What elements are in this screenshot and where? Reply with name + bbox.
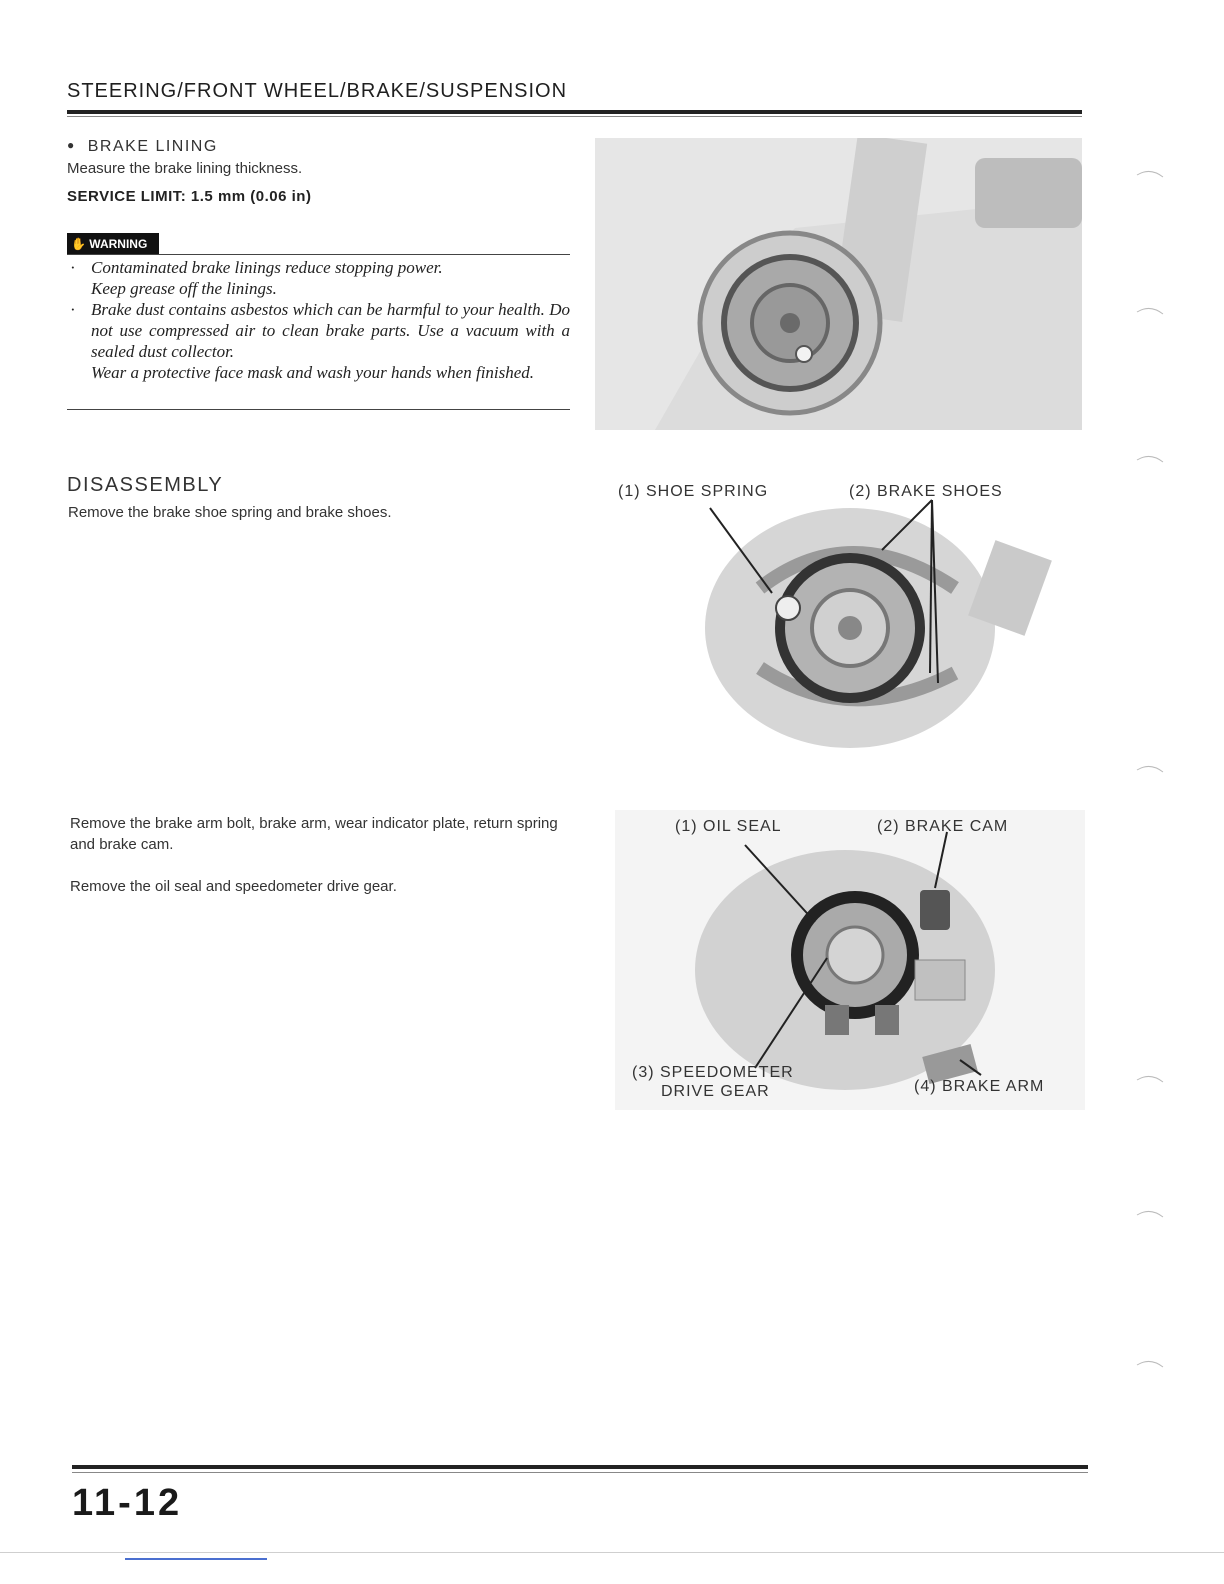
page-number: 11-12 — [72, 1482, 183, 1524]
warning-top-rule — [67, 254, 570, 255]
brake-lining-heading-text: BRAKE LINING — [87, 138, 218, 155]
service-limit — [67, 188, 311, 205]
brake-panel-illustration — [595, 138, 1082, 430]
edge-mark — [1135, 1355, 1165, 1369]
warning-line: Contaminated brake linings reduce stopping power. — [91, 258, 443, 277]
photo-brake-shoes — [610, 478, 1080, 778]
callout-brake-shoes: (2) BRAKE SHOES — [849, 483, 1003, 500]
warning-line: Wear a protective face mask and wash your hands when finished. — [91, 363, 535, 382]
page-header-title: STEERING/FRONT WHEEL/BRAKE/SUSPENSION — [67, 80, 568, 102]
edge-mark — [1135, 760, 1165, 774]
brake-lining-heading — [67, 138, 218, 156]
disassembly-title: DISASSEMBLY — [67, 474, 224, 496]
bullet-icon: ● — [67, 138, 76, 152]
header-rule — [67, 110, 1082, 114]
warning-line: Keep grease off the linings. — [91, 279, 277, 298]
disassembly-step-brake-arm: Remove the brake arm bolt, brake arm, wear indicator plate, return spring and brake cam. — [70, 815, 558, 853]
edge-mark — [1135, 1070, 1165, 1084]
warning-item — [67, 299, 570, 383]
callout-brake-cam: (2) BRAKE CAM — [877, 818, 1009, 835]
photo-brake-panel — [615, 810, 1085, 1110]
service-limit-value: 1.5 mm (0.06 in) — [190, 188, 312, 205]
edge-mark — [1135, 302, 1165, 316]
warning-bottom-rule — [67, 409, 570, 410]
warning-hand-icon: ✋ — [71, 237, 86, 251]
warning-bullet: · — [70, 258, 76, 277]
footer-rule-thin — [72, 1472, 1088, 1473]
brake-shoes-illustration — [610, 478, 1080, 778]
edge-mark — [1135, 450, 1165, 464]
photo-brake-lining-measure — [595, 138, 1082, 430]
callout-oil-seal: (1) OIL SEAL — [675, 818, 782, 835]
scan-blue-mark — [125, 1558, 267, 1560]
warning-badge-text: WARNING — [89, 237, 148, 251]
callout-drive-gear: DRIVE GEAR — [661, 1083, 770, 1100]
edge-mark — [1135, 165, 1165, 179]
warning-box — [67, 257, 570, 383]
warning-line: Brake dust contains asbestos which can be harmful to your health. Do not use compressed air to clean brake parts. Use a vacuum with a sealed dust collector. — [91, 300, 570, 361]
warning-bullet: · — [70, 300, 76, 319]
warning-badge — [67, 233, 159, 255]
callout-shoe-spring: (1) SHOE SPRING — [618, 483, 769, 500]
edge-mark — [1135, 1205, 1165, 1219]
footer-rule — [72, 1465, 1088, 1469]
disassembly-step-shoes: Remove the brake shoe spring and brake shoes. — [68, 504, 392, 521]
scan-edge-line — [0, 1552, 1224, 1553]
brake-lining-instruction: Measure the brake lining thickness. — [67, 160, 303, 177]
callout-speedometer: (3) SPEEDOMETER — [632, 1064, 794, 1081]
disassembly-step-oil-seal: Remove the oil seal and speedometer drive gear. — [70, 878, 397, 895]
callout-brake-arm: (4) BRAKE ARM — [914, 1078, 1045, 1095]
warning-item — [67, 257, 570, 299]
service-limit-label: SERVICE LIMIT: — [67, 188, 187, 205]
header-rule-thin — [67, 116, 1082, 117]
